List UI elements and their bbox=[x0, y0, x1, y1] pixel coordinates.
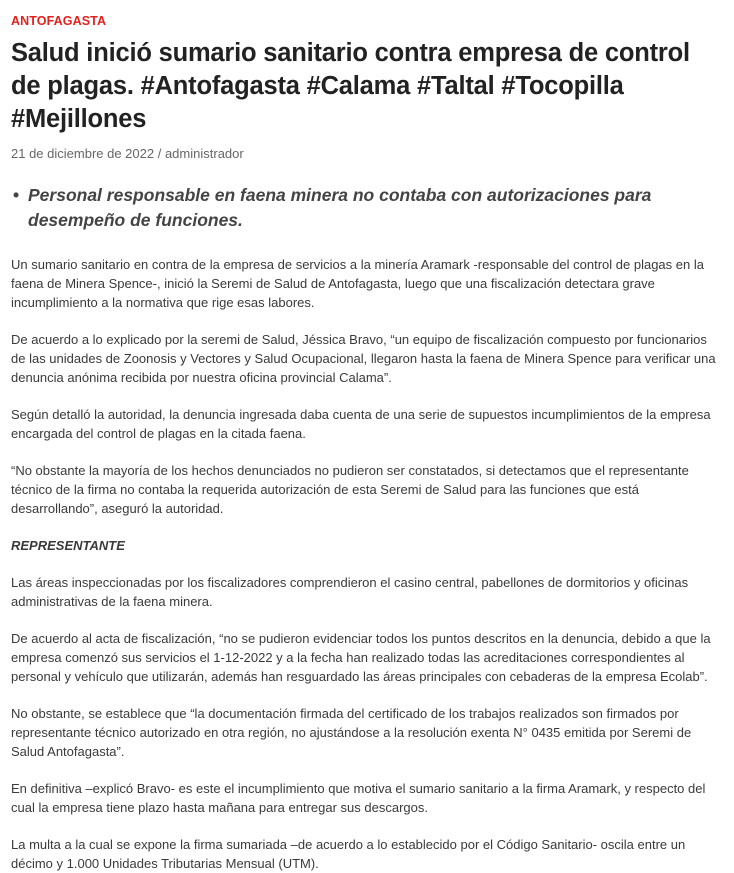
paragraph: De acuerdo a lo explicado por la seremi de Salud, Jéssica Bravo, “un equipo de fiscalización compuesto por funcionarios de las unidades de Zoonosis y Vectores y Salud Ocupacional, llegaron hasta la faena de Minera Spence para verificar una denuncia anónima recibida por nuestra oficina provincial Calama”. bbox=[11, 332, 716, 385]
paragraph: “No obstante la mayoría de los hechos denunciados no pudieron ser constatados, si detectamos que el representante técnico de la firma no contaba la requerida autorización de esta Seremi de Salud para las funciones que está desarrollando”, aseguró la autoridad. bbox=[11, 463, 689, 516]
article-body bbox=[11, 255, 722, 873]
lead-text: Personal responsable en faena minera no contaba con autorizaciones para desempeño de funciones. bbox=[28, 185, 652, 230]
meta-separator: / bbox=[154, 146, 165, 161]
article-author[interactable]: administrador bbox=[164, 146, 244, 161]
paragraph: No obstante, se establece que “la documentación firmada del certificado de los trabajos realizados son firmados por representante técnico autorizado en otra región, no ajustándose a la resolución exenta N° 0435 emitida por Seremi de Salud Antofagasta”. bbox=[11, 706, 692, 759]
article bbox=[0, 14, 734, 873]
paragraph: Según detalló la autoridad, la denuncia ingresada daba cuenta de una serie de supuestos incumplimientos de la empresa encargada del control de plagas en la citada faena. bbox=[11, 407, 711, 441]
lead-item bbox=[13, 183, 722, 233]
paragraph: Un sumario sanitario en contra de la empresa de servicios a la minería Aramark -responsable del control de plagas en la faena de Minera Spence-, inició la Seremi de Salud de Antofagasta, luego que una fiscalización detectara grave incumplimiento a la normativa que rige esas labores. bbox=[11, 257, 704, 310]
paragraph: La multa a la cual se expone la firma sumariada –de acuerdo a lo establecido por el Código Sanitario- oscila entre un décimo y 1.000 Unidades Tributarias Mensual (UTM). bbox=[11, 837, 686, 871]
article-title: Salud inició sumario sanitario contra empresa de control de plagas. #Antofagasta #Calama #Taltal #Tocopilla #Mejillones bbox=[11, 39, 690, 133]
paragraph: Las áreas inspeccionadas por los fiscalizadores comprendieron el casino central, pabellones de dormitorios y oficinas administrativas de la faena minera. bbox=[11, 575, 689, 609]
section-subheading: REPRESENTANTE bbox=[11, 538, 125, 553]
lead-list bbox=[11, 183, 722, 233]
article-date[interactable]: 21 de diciembre de 2022 bbox=[11, 146, 155, 161]
paragraph: De acuerdo al acta de fiscalización, “no se pudieron evidenciar todos los puntos descritos en la denuncia, debido a que la empresa comenzó sus servicios el 1-12-2022 y a la fecha han realizado todas las acreditaciones correspondientes al personal y vehículo que utilizarán, además han resguardado las áreas principales con cebaderas de la empresa Ecolab”. bbox=[11, 631, 711, 684]
article-meta bbox=[11, 146, 722, 161]
paragraph: En definitiva –explicó Bravo- es este el incumplimiento que motiva el sumario sanitario a la firma Aramark, y respecto del cual la empresa tiene plazo hasta mañana para entregar sus descargos. bbox=[11, 781, 706, 815]
bullet-icon: • bbox=[13, 185, 20, 205]
category-link[interactable]: ANTOFAGASTA bbox=[11, 14, 107, 28]
